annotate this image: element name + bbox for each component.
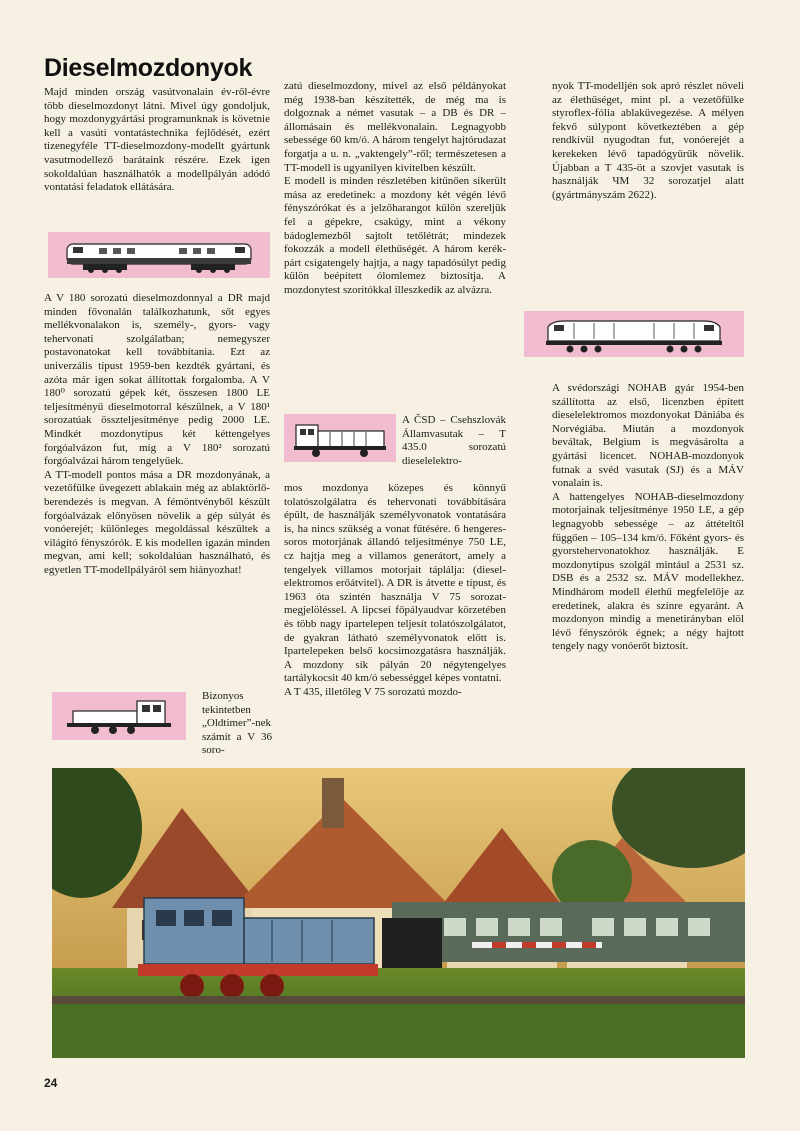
v36-paragraph xyxy=(202,690,272,758)
nohab-paragraph xyxy=(552,382,744,654)
csd-text: mos mozdonya közepes és könnyű tolatószolgálatra és tehervonati továbbítására épült, de használják személyvonatok vontatására is, ha nincs szükség a vonat fűtésére. 6 hengeres-soros motorjának állandó teljesítménye 750 LE, cz hajtja meg a villamos generátort, amely a tengelyek villamos motorjait táplálja: (diesel-elektromos erőátvitel). A DR is átvette e típust, és 1963 óta szintén használja V 75 sorozat-megjelöléssel. A lipcsei főpályaudvar körzetében és több nagy ipartelepen teljesít tolatószolgálatot, de gyakran látható személyvonatok előtt is. Ipartelepeken belső kocsimozgatásra használják. A mozdony sík pályán 20 négytengelyes tartálykocsit 40 km/ó sebességgel képes vontatni. xyxy=(284,482,506,685)
nohab-text-1: A svédországi NOHAB gyár 1954-ben szállította az első, licenzben épített dieselelektromos mozdonyokat Dániába és Norvégiába. Miután a mozdonyok beváltak, Belgium is megvásárolta a gyártási licencet. NOHAB-mozdonyok futnak a svéd vasutak (SJ) és a MÁV vonalain is. xyxy=(552,382,744,490)
v180-text: A V 180 sorozatú dieselmozdonnyal a DR majd minden fővonalán találkozhatunk, sőt egyes mellékvonalakon is, személy-, gyors- vagy tehervonati szolgálatban; nemegyszer postavonatokat kell továbbítania. Ezt az univerzális típust 1959-ben kezdték gyártani, és azóta már igen sokat állítottak forgalomba. A V 180⁰ sorozatú gépek két, összesen 1800 LE teljesítményű dieselmotorral készülnek, a V 180¹ sorozatúak összteljesítménye pedig 2000 LE. Mindkét mozdonytípus két kéttengelyes forgóalvázon fut, míg a V 180² sorozatú forgóalvázai három tengelyűek. xyxy=(44,292,270,468)
t435-model-text: nyok TT-modelljén sok apró részlet növeli az élethűséget, mint pl. a vezetőfülke styroflex-fólia ablaküvegezése. A mélyen fekvő súlypont következtében a gép rendkívül nyugodtan fut, vonóerejét a kerekeken lévő tapadógyűrűk növelik. Újabban a T 435-öt a szovjet vasutak is használják ЧМ 32 sorozatjel alatt (gyártmányszám 2622). xyxy=(552,80,744,201)
t435-continued-text: A T 435, illetőleg V 75 sorozatú mozdo- xyxy=(284,685,462,698)
t435-locomotive-icon xyxy=(290,419,390,457)
intro-text: Majd minden ország vasútvonalain év-ről-évre több dieselmozdonyt látni. Mivel úgy gondoljuk, hogy mozdonygyártási programunknak is követnie kell a vasúti vontatástechnika fejlődését, ezért tizenegyféle TT-dieselmozdony-modellt gyártunk vasutmodellező barátaink részére. Ezek igen sokoldalúan használhatók a modellpályán adódó vontatási feladatok ellátására. xyxy=(44,86,270,194)
model-railway-photo xyxy=(52,768,745,1058)
tt-model-text: A TT-modell pontos mása a DR mozdonyának, a vezetőfülke üvegezett ablakain még az ablaktörlő-berendezés is megvan. A fémöntvényből készült forgóalvázak előnyösen növelik a gép súlyát és vonóerejét; különleges megoldással készültek a világító fényszórók. E kis modellen igazán minden megvan, ami kell; sokoldalúan használható, és egyetlen TT-modellpályáról sem hiányozhat! xyxy=(44,468,270,576)
t435-locomotive-illustration xyxy=(284,414,396,462)
v180-locomotive-illustration xyxy=(48,232,270,278)
col2-top-paragraph xyxy=(284,80,506,298)
page-number: 24 xyxy=(44,1076,58,1090)
v180-locomotive-icon xyxy=(59,236,259,274)
model-railway-scene-icon xyxy=(52,768,745,1058)
nohab-locomotive-icon xyxy=(534,315,734,353)
csd-intro-text: A ČSD – Csehszlovák Államvasutak – T 435.0 sorozatú dieselelektro- xyxy=(402,414,506,467)
col3-top-paragraph xyxy=(552,80,744,202)
v180-paragraph xyxy=(44,292,270,577)
nohab-text-2: A hattengelyes NOHAB-dieselmozdony motorjainak teljesítménye 1950 LE, a gép legnagyobb sebessége – az áttételtől függően – 105–134 km/ó. Főként gyors- és gyorstehervonatokhoz használják. E mozdonytípus szolgál mintául a 2531 sz. DSB és a 2532 sz. MÁV modellekhez. Mindhárom modell élethű megfelelője az eredetinek, alakra és színre egyaránt. A mozdonyon mindig a menetirányban elöl lévő fényszórók égnek; a négy hajtott tengely nagy vonóerőt biztosít. xyxy=(552,490,744,653)
v36-model-text: E modell is minden részletében kitűnően sikerült mása az eredetinek: a mozdony két végén lévő fényszórókat és a jelzőharangot külön szereljük fel a gépekre, csakúgy, mint a vékony bádoglemezből sajtolt tetőlétrát; mindezek fokozzák a modell élethűségét. A három kerék-párt csigatengely hajtja, a nagy tapadósúlyt pedig külön beépített ólomlemez biztosítja. A mozdonytest szorítókkal illeszkedik az alvázra. xyxy=(284,175,506,296)
csd-paragraph xyxy=(284,482,506,700)
nohab-locomotive-illustration xyxy=(524,311,744,357)
v36-locomotive-icon xyxy=(59,697,179,735)
v36-continued-text: zatú dieselmozdony, mivel az első példányokat még 1938-ban készítették, de még ma is dolgoznak a német vasutak – a DB és DR – állomásain és mellékvonalain. Legnagyobb sebessége 60 km/ó. A három tengelyt hajtórudazat forgatja a u. n. „vaktengely”-ről; természetesen a TT-modell is ugyanilyen kivitelben készült. xyxy=(284,80,506,174)
intro-paragraph xyxy=(44,86,270,195)
v36-text: Bizonyos tekintetben „Oldtimer”-nek számít a V 36 soro- xyxy=(202,690,272,757)
csd-intro-paragraph xyxy=(402,414,506,468)
v36-locomotive-illustration xyxy=(52,692,186,740)
page-title: Dieselmozdonyok xyxy=(44,54,253,82)
